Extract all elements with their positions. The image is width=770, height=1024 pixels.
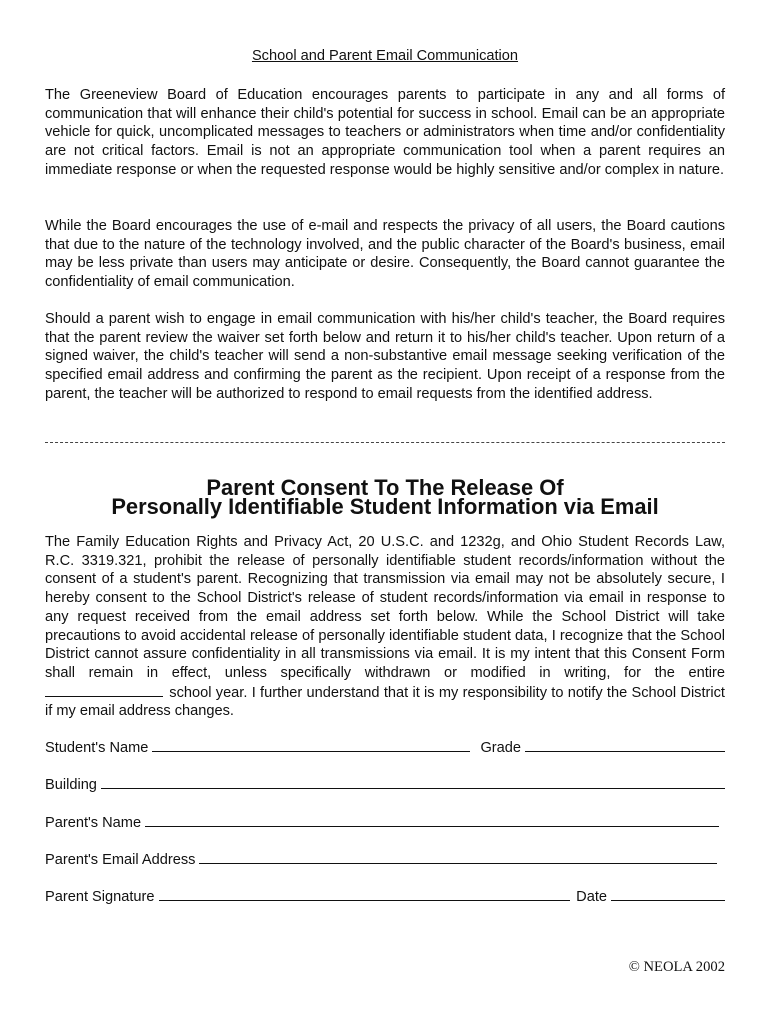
dashed-divider — [45, 442, 725, 443]
student-grade-row — [45, 736, 725, 756]
privacy-paragraph: While the Board encourages the use of e-mail and respects the privacy of all users, the Board cautions that due to the nature of the technology involved, and the public character of the Board's business, email may be less private than users may anticipate or desire. Consequently, the Board cannot guarantee the confidentiality of email communication. — [45, 218, 725, 291]
parent-email-label: Parent's Email Address — [45, 852, 196, 868]
building-field[interactable] — [101, 774, 725, 789]
copyright-notice: © NEOLA 2002 — [628, 959, 725, 975]
parent-email-field[interactable] — [199, 849, 717, 864]
consent-text-part2: school year. I further understand that it is my responsibility to notify the School District if my email address changes. — [45, 684, 725, 720]
document-title: School and Parent Email Communication — [251, 48, 519, 64]
parent-name-row — [45, 811, 719, 831]
consent-heading-line1: Parent Consent To The Release Of — [206, 475, 564, 500]
signature-date-row — [45, 885, 725, 905]
student-name-label: Student's Name — [45, 740, 149, 756]
date-label: Date — [576, 889, 607, 905]
date-field[interactable] — [611, 886, 725, 901]
intro-paragraph: The Greeneview Board of Education encourages parents to participate in any and all forms of communication that will enhance their child's potential for success in school. Email can be an appropriate vehicle for quick, uncomplicated messages to teachers or administrators when time and/or confidentiality are not critical factors. Email is not an appropriate communication tool when a parent requires an immediate response or when the requested response would be highly sensitive and/or complex in nature. — [45, 87, 725, 178]
grade-field[interactable] — [525, 737, 725, 752]
grade-label: Grade — [480, 740, 521, 756]
parent-signature-field[interactable] — [159, 886, 571, 901]
consent-text-part1: The Family Education Rights and Privacy Act, 20 U.S.C. and 1232g, and Ohio Student Records Law, R.C. 3319.321, prohibit the release of personally identifiable student records/information without the consent of a student's parent. Recognizing that transmission via email may not be absolutely secure, I hereby consent to the School District's release of student records/information via email in response to any request received from the email address set forth below. While the School District will take precautions to avoid accidental release of personally identifiable student data, I recognize that the School District cannot assure confidentiality in all transmissions via email. It is my intent that this Consent Form shall remain in effect, unless specifically withdrawn or modified in writing, for the entire — [45, 534, 725, 681]
parent-name-field[interactable] — [145, 812, 719, 827]
consent-heading-line2: Personally Identifiable Student Information via Email — [111, 494, 659, 519]
consent-paragraph — [45, 533, 725, 721]
building-label: Building — [45, 777, 97, 793]
student-name-field[interactable] — [152, 737, 470, 752]
parent-email-row — [45, 848, 717, 868]
waiver-paragraph: Should a parent wish to engage in email communication with his/her child's teacher, the Board requires that the parent review the waiver set forth below and return it to his/her child's teacher. Upon return of a signed waiver, the child's teacher will send a non-substantive email message seeking verification of the specified email address and confirming the parent as the recipient. Upon receipt of a response from the parent, the teacher will be authorized to respond to email requests from the identified address. — [45, 311, 725, 402]
parent-name-label: Parent's Name — [45, 815, 142, 831]
parent-signature-label: Parent Signature — [45, 889, 155, 905]
school-year-blank[interactable] — [45, 683, 163, 697]
building-row — [45, 773, 725, 793]
consent-heading — [0, 475, 770, 519]
